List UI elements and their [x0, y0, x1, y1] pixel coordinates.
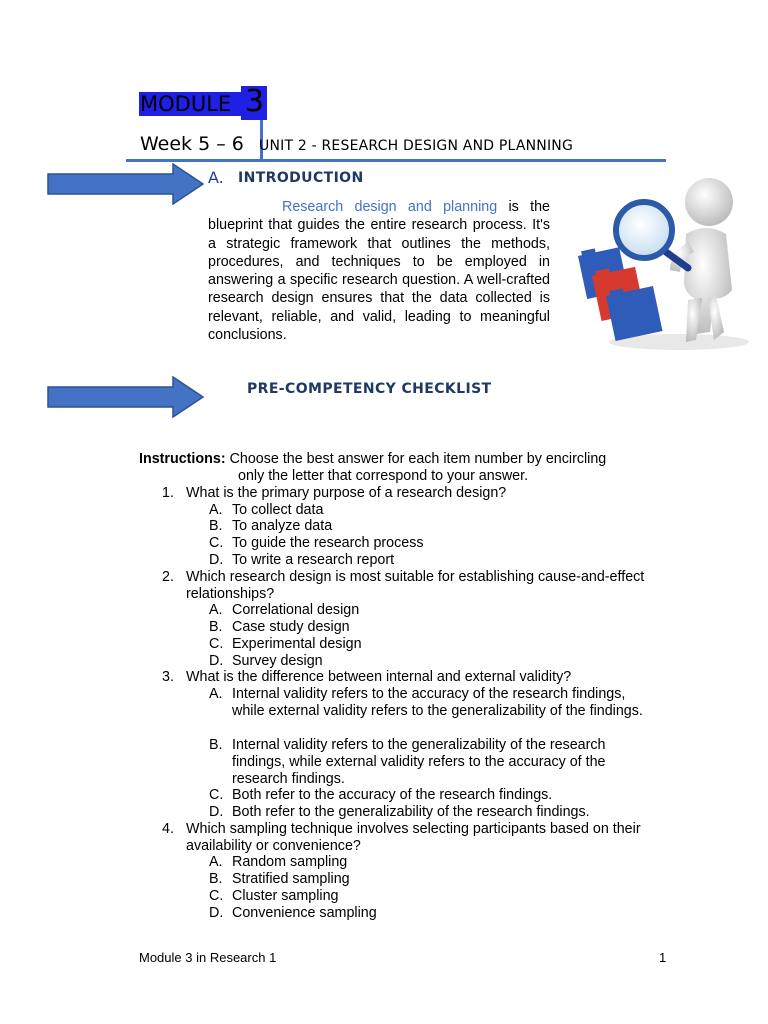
magnifier-folders-illustration [574, 172, 754, 362]
answer-option[interactable] [209, 686, 649, 720]
introduction-paragraph [208, 198, 550, 344]
answer-option[interactable] [209, 888, 664, 905]
answer-option[interactable] [209, 787, 664, 804]
option-text: Random sampling [232, 854, 348, 870]
option-letter: C. [209, 535, 224, 551]
option-letter: D. [209, 653, 224, 669]
answer-option[interactable] [209, 518, 664, 535]
answer-option[interactable] [209, 535, 664, 552]
question-text: What is the difference between internal and external validity? [186, 669, 572, 685]
question-number: 1. [162, 485, 174, 501]
answer-option[interactable] [209, 871, 664, 888]
answer-option[interactable] [209, 619, 664, 636]
answer-option[interactable] [209, 804, 664, 821]
option-text: Case study design [232, 619, 350, 635]
option-letter: A. [209, 502, 223, 518]
answer-option[interactable] [209, 737, 639, 787]
answer-option[interactable] [209, 905, 664, 922]
option-letter: B. [209, 737, 223, 753]
answer-option[interactable] [209, 602, 664, 619]
question-number: 3. [162, 669, 174, 685]
option-text: Stratified sampling [232, 871, 350, 887]
option-letter: B. [209, 518, 223, 534]
question-text: Which sampling technique involves selecting participants based on their availability or convenience? [186, 821, 641, 854]
instructions-text-1: Choose the best answer for each item number by encircling [229, 451, 607, 467]
introduction-text: is the blueprint that guides the entire research process. It's a strategic framework that outlines the methods, procedures, and techniques to be employed in answering a specific research question. A well-crafted research design ensures that the data collected is relevant, reliable, and valid, leading to meaningful conclusions. [208, 199, 550, 344]
answer-option[interactable] [209, 502, 664, 519]
option-letter: D. [209, 552, 224, 568]
option-text: Internal validity refers to the accuracy of the research findings, while external validity refers to the generalizability of the findings. [232, 686, 643, 719]
option-letter: B. [209, 619, 223, 635]
option-letter: A. [209, 602, 223, 618]
option-letter: A. [209, 854, 223, 870]
option-text: Survey design [232, 653, 323, 669]
option-letter: C. [209, 636, 224, 652]
answer-option[interactable] [209, 854, 664, 871]
option-text: To guide the research process [232, 535, 424, 551]
question-item [162, 669, 652, 686]
option-text: To collect data [232, 502, 324, 518]
question-text: What is the primary purpose of a research design? [186, 485, 507, 501]
option-text: Convenience sampling [232, 905, 377, 921]
section-letter: A. [208, 168, 224, 187]
option-text: To write a research report [232, 552, 395, 568]
introduction-heading: INTRODUCTION [238, 170, 364, 186]
option-text: Both refer to the accuracy of the research findings. [232, 787, 553, 803]
option-letter: D. [209, 905, 224, 921]
instructions-label: Instructions: [139, 451, 226, 467]
option-text: Experimental design [232, 636, 362, 652]
unit-title: UNIT 2 - RESEARCH DESIGN AND PLANNING [259, 138, 574, 154]
option-letter: C. [209, 888, 224, 904]
option-text: Both refer to the generalizability of the research findings. [232, 804, 590, 820]
answer-option[interactable] [209, 653, 664, 670]
question-text: Which research design is most suitable for establishing cause-and-effect relationships? [186, 569, 645, 602]
option-text: Internal validity refers to the generalizability of the research findings, while external validity refers to the accuracy of the research findings. [232, 737, 606, 787]
option-letter: C. [209, 787, 224, 803]
highlighted-term: Research design and planning [282, 199, 498, 215]
option-text: Correlational design [232, 602, 360, 618]
right-arrow-icon [47, 163, 205, 205]
page-number: 1 [659, 950, 667, 965]
answer-option[interactable] [209, 636, 664, 653]
option-letter: D. [209, 804, 224, 820]
question-item [162, 569, 652, 603]
option-letter: B. [209, 871, 223, 887]
week-label: Week 5 – 6 [140, 133, 244, 155]
question-number: 2. [162, 569, 174, 585]
pre-competency-heading: PRE-COMPETENCY CHECKLIST [247, 381, 492, 397]
footer-title: Module 3 in Research 1 [139, 950, 277, 965]
option-text: To analyze data [232, 518, 333, 534]
question-item [162, 485, 652, 502]
header-horizontal-rule [126, 159, 666, 162]
module-word: MODULE [140, 92, 232, 116]
question-number: 4. [162, 821, 174, 837]
module-number: 3 [245, 84, 265, 119]
option-letter: A. [209, 686, 223, 702]
instructions [139, 451, 659, 485]
instructions-text-2: only the letter that correspond to your answer. [238, 468, 529, 484]
right-arrow-icon [47, 376, 205, 418]
answer-option[interactable] [209, 552, 664, 569]
option-text: Cluster sampling [232, 888, 339, 904]
question-item [162, 821, 652, 855]
